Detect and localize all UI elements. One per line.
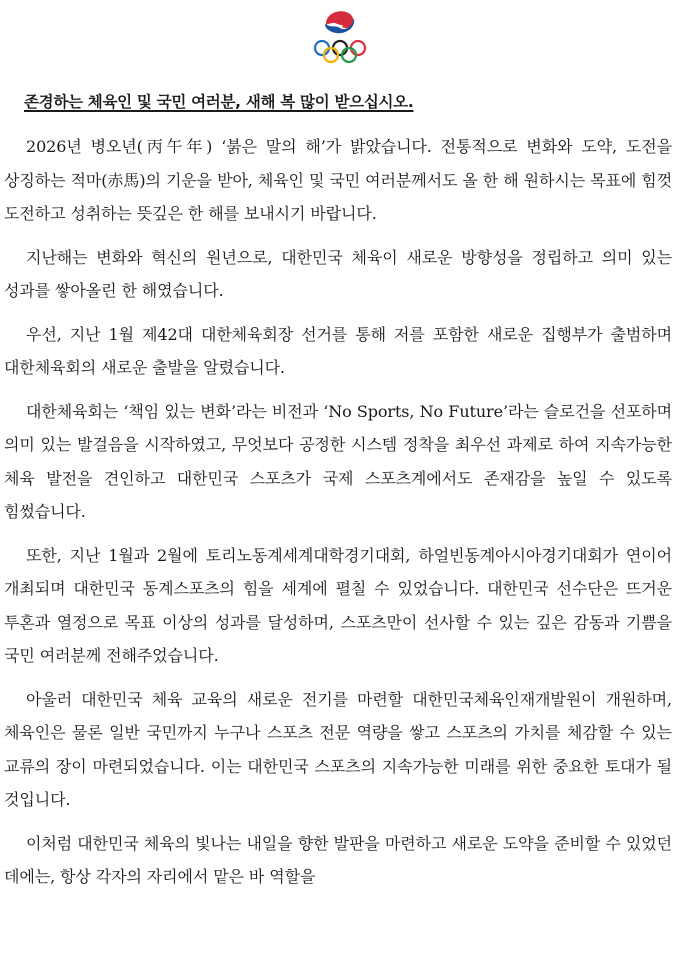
paragraph-4: 대한체육회는 ‘책임 있는 변화’라는 비전과 ‘No Sports, No Future’라는 슬로건을 선포하며 의미 있는 발걸음을 시작하였고, 무엇보다 공정한 시스템 정착을 최우선 과제로 하여 지속가능한 체육 발전을 견인하고 대한민국 스포츠가 국제 스포츠계에서도 존재감을 높일 수 있도록 힘썼습니다. [4, 401, 672, 521]
page-title: 존경하는 체육인 및 국민 여러분, 새해 복 많이 받으십시오. [24, 93, 414, 111]
paragraph-2: 지난해는 변화와 혁신의 원년으로, 대한민국 체육이 새로운 방향성을 정립하고 의미 있는 성과를 쌓아올린 한 해였습니다. [4, 247, 672, 300]
paragraph-5: 또한, 지난 1월과 2월에 토리노동계세계대학경기대회, 하얼빈동계아시아경기대회가 연이어 개최되며 대한민국 동계스포츠의 힘을 세계에 펼칠 수 있었습니다. 대한민국 선수단은 뜨거운 투혼과 열정으로 목표 이상의 성과를 달성하며, 스포츠만이 선사할 수 있는 깊은 감동과 기쁨을 국민 여러분께 전해주었습니다. [4, 545, 672, 665]
paragraph-7: 이처럼 대한민국 체육의 빛나는 내일을 향한 발판을 마련하고 새로운 도약을 준비할 수 있었던 데에는, 항상 각자의 자리에서 맡은 바 역할을 [4, 833, 672, 886]
paragraph-1: 2026년 병오년(丙午年) ‘붉은 말의 해’가 밝았습니다. 전통적으로 변화와 도약, 도전을 상징하는 적마(赤馬)의 기운을 받아, 체육인 및 국민 여러분께서도 올 한 해 원하시는 목표에 힘껏 도전하고 성취하는 뜻깊은 한 해를 보내시기 바랍니다. [4, 137, 672, 223]
olympic-rings-icon [315, 41, 365, 62]
taeguk-icon [325, 11, 354, 33]
paragraph-3: 우선, 지난 1월 제42대 대한체육회장 선거를 통해 저를 포함한 새로운 집행부가 출범하며 대한체육회의 새로운 출발을 알렸습니다. [4, 324, 672, 377]
paragraph-6: 아울러 대한민국 체육 교육의 새로운 전기를 마련할 대한민국체육인재개발원이 개원하며, 체육인은 물론 일반 국민까지 누구나 스포츠 전문 역량을 쌓고 스포츠의 가치를 체감할 수 있는 교류의 장이 마련되었습니다. 이는 대한민국 스포츠의 지속가능한 미래를 위한 중요한 토대가 될 것입니다. [4, 689, 672, 809]
letter-body [4, 130, 672, 904]
korean-olympic-committee-emblem [308, 4, 372, 64]
